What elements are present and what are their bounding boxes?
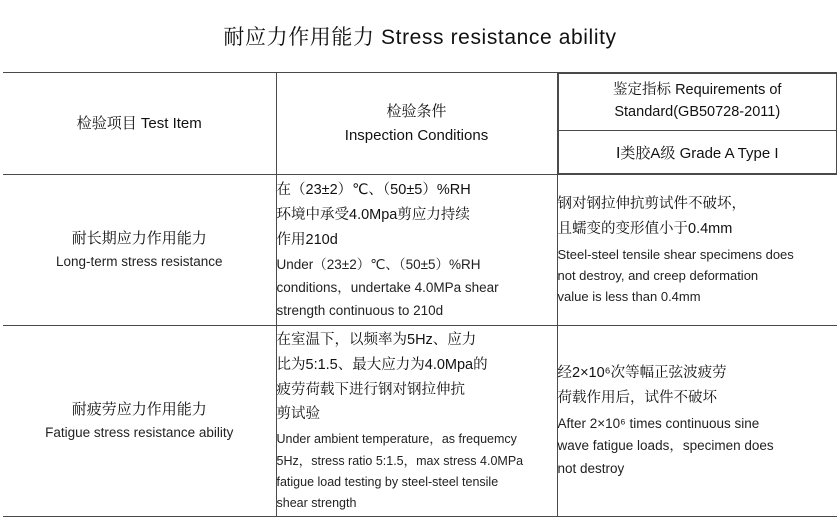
header-inspection-conditions [276, 73, 557, 175]
header-conditions-cn: 检验条件 [386, 103, 447, 121]
row-long-term-item-en: Long-term stress resistance [55, 254, 223, 270]
title-row [3, 0, 837, 73]
row-long-term-requirements [557, 175, 837, 326]
header-conditions-en: Inspection Conditions [344, 126, 489, 144]
header-requirements-line2: Standard(GB50728-2011) [614, 104, 781, 120]
table-row [3, 175, 837, 326]
row-fatigue-item-en: Fatigue stress resistance ability [45, 425, 234, 441]
row-fatigue-cond-cn-2: 比为5:1.5、最大应力为4.0Mpa的 [276, 356, 488, 373]
row-long-term-item [3, 175, 276, 326]
row-fatigue-item [3, 326, 276, 517]
row-long-term-cond-cn-1: 在（23±2）℃、（50±5）%RH [276, 181, 471, 198]
row-fatigue-req-cn-1: 经2×10⁶次等幅正弦波疲劳 [557, 364, 727, 381]
table-title-cell [3, 0, 837, 73]
row-fatigue-item-cn: 耐疲劳应力作用能力 [71, 400, 207, 418]
row-long-term-cond-en-2: conditions，undertake 4.0MPa shear [276, 279, 499, 295]
row-long-term-cond-cn-3: 作用210d [276, 231, 338, 248]
header-requirements-top [558, 74, 837, 131]
stress-resistance-table [3, 0, 837, 517]
row-fatigue-requirements [557, 326, 837, 517]
row-fatigue-cond-cn-3: 疲劳荷载下进行钢对钢拉伸抗 [276, 381, 465, 398]
table-row [3, 326, 837, 517]
row-long-term-req-cn-2: 且蠕变的变形值小于0.4mm [557, 221, 733, 238]
page-title: 耐应力作用能力 Stress resistance ability [223, 26, 617, 49]
header-grade-label: Ⅰ类胶A级 Grade A Type I [615, 144, 779, 162]
header-requirements [557, 73, 837, 175]
row-long-term-req-en-2: not destroy, and creep deformation [557, 268, 759, 284]
row-fatigue-cond-en-3: fatigue load testing by steel-steel tensile [276, 474, 499, 489]
header-row [3, 73, 837, 175]
row-long-term-conditions [276, 175, 557, 326]
row-fatigue-req-en-3: not destroy [557, 461, 625, 477]
header-requirements-line1: 鉴定指标 Requirements of [613, 82, 782, 99]
row-fatigue-req-en-1: After 2×10⁶ times continuous sine [557, 415, 760, 431]
header-test-item [3, 73, 276, 175]
row-fatigue-cond-cn-4: 剪试验 [276, 406, 320, 423]
header-requirements-inner [558, 73, 838, 174]
row-fatigue-cond-cn-1: 在室温下，以频率为5Hz、应力 [276, 331, 477, 348]
row-long-term-req-en-1: Steel-steel tensile shear specimens does [557, 247, 794, 263]
row-fatigue-cond-en-4: shear strength [276, 496, 357, 511]
row-fatigue-req-en-2: wave fatigue loads，specimen does [557, 438, 774, 454]
header-requirements-bottom [558, 131, 837, 174]
row-long-term-item-cn: 耐长期应力作用能力 [71, 229, 207, 247]
row-fatigue-cond-en-1: Under ambient temperature，as frequemcy [276, 432, 517, 447]
header-requirements-standard [558, 74, 837, 131]
row-fatigue-cond-en-2: 5Hz，stress ratio 5:1.5，max stress 4.0MPa [276, 453, 524, 468]
header-requirements-grade [558, 131, 837, 174]
row-long-term-req-cn-1: 钢对钢拉伸抗剪试件不破坏， [557, 196, 746, 213]
header-test-item-label: 检验项目 Test Item [76, 114, 202, 132]
row-fatigue-conditions [276, 326, 557, 517]
row-long-term-cond-en-3: strength continuous to 210d [276, 303, 444, 319]
row-long-term-cond-cn-2: 环境中承受4.0Mpa剪应力持续 [276, 206, 470, 223]
row-fatigue-req-cn-2: 荷载作用后，试件不破坏 [557, 389, 717, 406]
row-long-term-cond-en-1: Under（23±2）℃、（50±5）%RH [276, 256, 481, 272]
row-long-term-req-en-3: value is less than 0.4mm [557, 289, 701, 305]
